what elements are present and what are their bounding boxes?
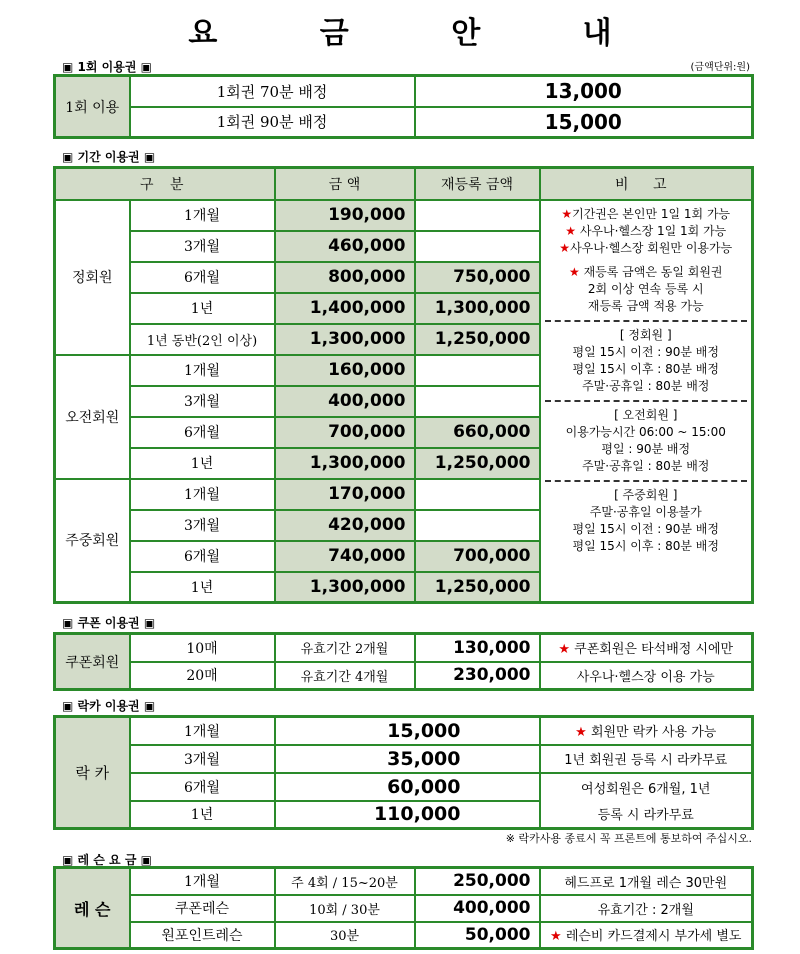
remark-line: 평일 15시 이전 : 90분 배정 bbox=[572, 344, 719, 359]
table-row bbox=[55, 717, 753, 745]
lesson-label: 원포인트레슨 bbox=[130, 922, 275, 949]
locker-label: 6개월 bbox=[130, 773, 275, 801]
row-renew bbox=[415, 355, 540, 386]
remark-line: 회원만 락카 사용 가능 bbox=[590, 725, 717, 741]
remark-line: 주말·공휴일 : 80분 배정 bbox=[582, 458, 710, 473]
row-label: 1년 bbox=[130, 572, 275, 603]
table-row bbox=[55, 745, 753, 773]
header-price: 금 액 bbox=[275, 168, 415, 200]
single-price: 13,000 bbox=[415, 76, 753, 107]
row-label: 1년 bbox=[130, 448, 275, 479]
row-price: 800,000 bbox=[275, 262, 415, 293]
coupon-table bbox=[53, 632, 754, 691]
page-title: 요 금 안 내 bbox=[188, 16, 658, 51]
lesson-category: 레 슨 bbox=[55, 868, 130, 949]
star-icon: ★ bbox=[575, 725, 587, 741]
locker-note: ※ 락카사용 종료시 꼭 프론트에 통보하여 주십시오. bbox=[505, 832, 752, 845]
row-renew: 750,000 bbox=[415, 262, 540, 293]
locker-remark: 1년 회원권 등록 시 라카무료 bbox=[540, 745, 753, 773]
table-row bbox=[55, 662, 753, 690]
divider bbox=[545, 400, 748, 402]
single-table bbox=[53, 74, 754, 139]
remark-line: 사우나·헬스장 1일 1회 가능 bbox=[579, 223, 727, 238]
divider bbox=[545, 480, 748, 482]
period-remarks bbox=[540, 200, 753, 603]
row-label: 1개월 bbox=[130, 355, 275, 386]
lesson-price: 250,000 bbox=[415, 868, 540, 895]
single-label: 1회권 70분 배정 bbox=[130, 76, 415, 107]
coupon-price: 230,000 bbox=[415, 662, 540, 690]
remark-heading: [ 정회원 ] bbox=[619, 327, 672, 342]
row-renew: 700,000 bbox=[415, 541, 540, 572]
remark-line: 평일 15시 이전 : 90분 배정 bbox=[572, 521, 719, 536]
section-period-title: ▣ 기간 이용권 ▣ bbox=[62, 150, 156, 164]
star-icon: ★ bbox=[558, 642, 571, 658]
table-row bbox=[55, 76, 753, 107]
remark-line: 평일 15시 이후 : 80분 배정 bbox=[572, 538, 719, 553]
row-label: 6개월 bbox=[130, 417, 275, 448]
period-table bbox=[53, 166, 754, 604]
locker-remark bbox=[540, 717, 753, 745]
row-renew bbox=[415, 386, 540, 417]
row-renew bbox=[415, 200, 540, 231]
row-label: 3개월 bbox=[130, 231, 275, 262]
row-price: 160,000 bbox=[275, 355, 415, 386]
remark-line: 쿠폰회원은 타석배정 시에만 bbox=[574, 642, 734, 658]
locker-label: 3개월 bbox=[130, 745, 275, 773]
lesson-remark: 헤드프로 1개월 레슨 30만원 bbox=[540, 868, 753, 895]
table-row bbox=[55, 168, 753, 200]
locker-remark: 여성회원은 6개월, 1년 bbox=[540, 773, 753, 801]
star-icon: ★ bbox=[561, 206, 573, 221]
remark-line: 평일 : 90분 배정 bbox=[601, 441, 691, 456]
row-renew bbox=[415, 510, 540, 541]
lesson-remark bbox=[540, 922, 753, 949]
unit-note: (금액단위:원) bbox=[690, 62, 750, 73]
divider bbox=[545, 320, 748, 322]
row-renew: 1,250,000 bbox=[415, 448, 540, 479]
row-price: 1,300,000 bbox=[275, 324, 415, 355]
locker-price: 110,000 bbox=[275, 801, 540, 829]
row-price: 420,000 bbox=[275, 510, 415, 541]
remark-heading: [ 주중회원 ] bbox=[614, 487, 678, 502]
coupon-category: 쿠폰회원 bbox=[55, 634, 130, 690]
coupon-remark: 사우나·헬스장 이용 가능 bbox=[540, 662, 753, 690]
locker-category: 락 카 bbox=[55, 717, 130, 829]
row-label: 1개월 bbox=[130, 200, 275, 231]
row-renew: 1,250,000 bbox=[415, 572, 540, 603]
table-row bbox=[55, 773, 753, 801]
row-price: 170,000 bbox=[275, 479, 415, 510]
lesson-price: 400,000 bbox=[415, 895, 540, 922]
table-row bbox=[55, 634, 753, 662]
header-type: 구 분 bbox=[55, 168, 275, 200]
lesson-detail: 10회 / 30분 bbox=[275, 895, 415, 922]
row-renew: 660,000 bbox=[415, 417, 540, 448]
row-renew bbox=[415, 231, 540, 262]
locker-price: 35,000 bbox=[275, 745, 540, 773]
remark-line: 사우나·헬스장 회원만 이용가능 bbox=[570, 240, 733, 255]
table-row bbox=[55, 107, 753, 138]
row-label: 1년 bbox=[130, 293, 275, 324]
row-label: 3개월 bbox=[130, 386, 275, 417]
lesson-table bbox=[53, 866, 754, 950]
row-renew bbox=[415, 479, 540, 510]
group-morning: 오전회원 bbox=[55, 355, 130, 479]
remark-heading: [ 오전회원 ] bbox=[614, 407, 678, 422]
star-icon: ★ bbox=[565, 223, 576, 238]
star-icon: ★ bbox=[559, 240, 571, 255]
remark-line: 주말·공휴일 : 80분 배정 bbox=[582, 378, 710, 393]
remark-line: 평일 15시 이후 : 80분 배정 bbox=[572, 361, 719, 376]
locker-price: 15,000 bbox=[275, 717, 540, 745]
section-lesson-title: ▣ 레 슨 요 금 ▣ bbox=[62, 853, 152, 867]
lesson-detail: 주 4회 / 15~20분 bbox=[275, 868, 415, 895]
coupon-remark bbox=[540, 634, 753, 662]
row-price: 190,000 bbox=[275, 200, 415, 231]
remark-line: 레슨비 카드결제시 부가세 별도 bbox=[565, 929, 742, 945]
header-remark: 비 고 bbox=[540, 168, 753, 200]
section-locker-title: ▣ 락카 이용권 ▣ bbox=[62, 699, 156, 713]
row-label: 6개월 bbox=[130, 262, 275, 293]
row-renew: 1,250,000 bbox=[415, 324, 540, 355]
row-label: 3개월 bbox=[130, 510, 275, 541]
locker-table bbox=[53, 715, 754, 830]
locker-label: 1개월 bbox=[130, 717, 275, 745]
locker-label: 1년 bbox=[130, 801, 275, 829]
table-row bbox=[55, 895, 753, 922]
lesson-remark: 유효기간 : 2개월 bbox=[540, 895, 753, 922]
remark-line: 기간권은 본인만 1일 1회 가능 bbox=[572, 206, 731, 221]
row-renew: 1,300,000 bbox=[415, 293, 540, 324]
star-icon: ★ bbox=[550, 929, 562, 945]
table-row bbox=[55, 200, 753, 231]
table-row bbox=[55, 868, 753, 895]
coupon-price: 130,000 bbox=[415, 634, 540, 662]
row-price: 460,000 bbox=[275, 231, 415, 262]
coupon-validity: 유효기간 2개월 bbox=[275, 634, 415, 662]
coupon-validity: 유효기간 4개월 bbox=[275, 662, 415, 690]
locker-price: 60,000 bbox=[275, 773, 540, 801]
group-regular: 정회원 bbox=[55, 200, 130, 355]
single-label: 1회권 90분 배정 bbox=[130, 107, 415, 138]
lesson-label: 쿠폰레슨 bbox=[130, 895, 275, 922]
coupon-qty: 20매 bbox=[130, 662, 275, 690]
locker-remark: 등록 시 라카무료 bbox=[540, 801, 753, 829]
section-coupon-title: ▣ 쿠폰 이용권 ▣ bbox=[62, 616, 156, 630]
star-icon: ★ bbox=[568, 264, 580, 279]
row-label: 1년 동반(2인 이상) bbox=[130, 324, 275, 355]
table-row bbox=[55, 801, 753, 829]
header-renew: 재등록 금액 bbox=[415, 168, 540, 200]
remark-line: 2회 이상 연속 등록 시 bbox=[587, 281, 704, 296]
lesson-price: 50,000 bbox=[415, 922, 540, 949]
row-price: 1,300,000 bbox=[275, 572, 415, 603]
row-price: 740,000 bbox=[275, 541, 415, 572]
section-single-title: ▣ 1회 이용권 ▣ bbox=[62, 60, 152, 74]
lesson-detail: 30분 bbox=[275, 922, 415, 949]
row-price: 400,000 bbox=[275, 386, 415, 417]
table-row bbox=[55, 922, 753, 949]
row-label: 6개월 bbox=[130, 541, 275, 572]
remark-line: 이용가능시간 06:00 ~ 15:00 bbox=[565, 424, 726, 439]
remark-line: 주말·공휴일 이용불가 bbox=[589, 504, 702, 519]
row-price: 1,400,000 bbox=[275, 293, 415, 324]
row-price: 700,000 bbox=[275, 417, 415, 448]
single-price: 15,000 bbox=[415, 107, 753, 138]
remark-line: 재등록 금액 적용 가능 bbox=[587, 298, 704, 313]
coupon-qty: 10매 bbox=[130, 634, 275, 662]
remark-line: 재등록 금액은 동일 회원권 bbox=[583, 264, 723, 279]
single-category: 1회 이용 bbox=[55, 76, 130, 138]
group-weekday: 주중회원 bbox=[55, 479, 130, 603]
row-price: 1,300,000 bbox=[275, 448, 415, 479]
row-label: 1개월 bbox=[130, 479, 275, 510]
lesson-label: 1개월 bbox=[130, 868, 275, 895]
